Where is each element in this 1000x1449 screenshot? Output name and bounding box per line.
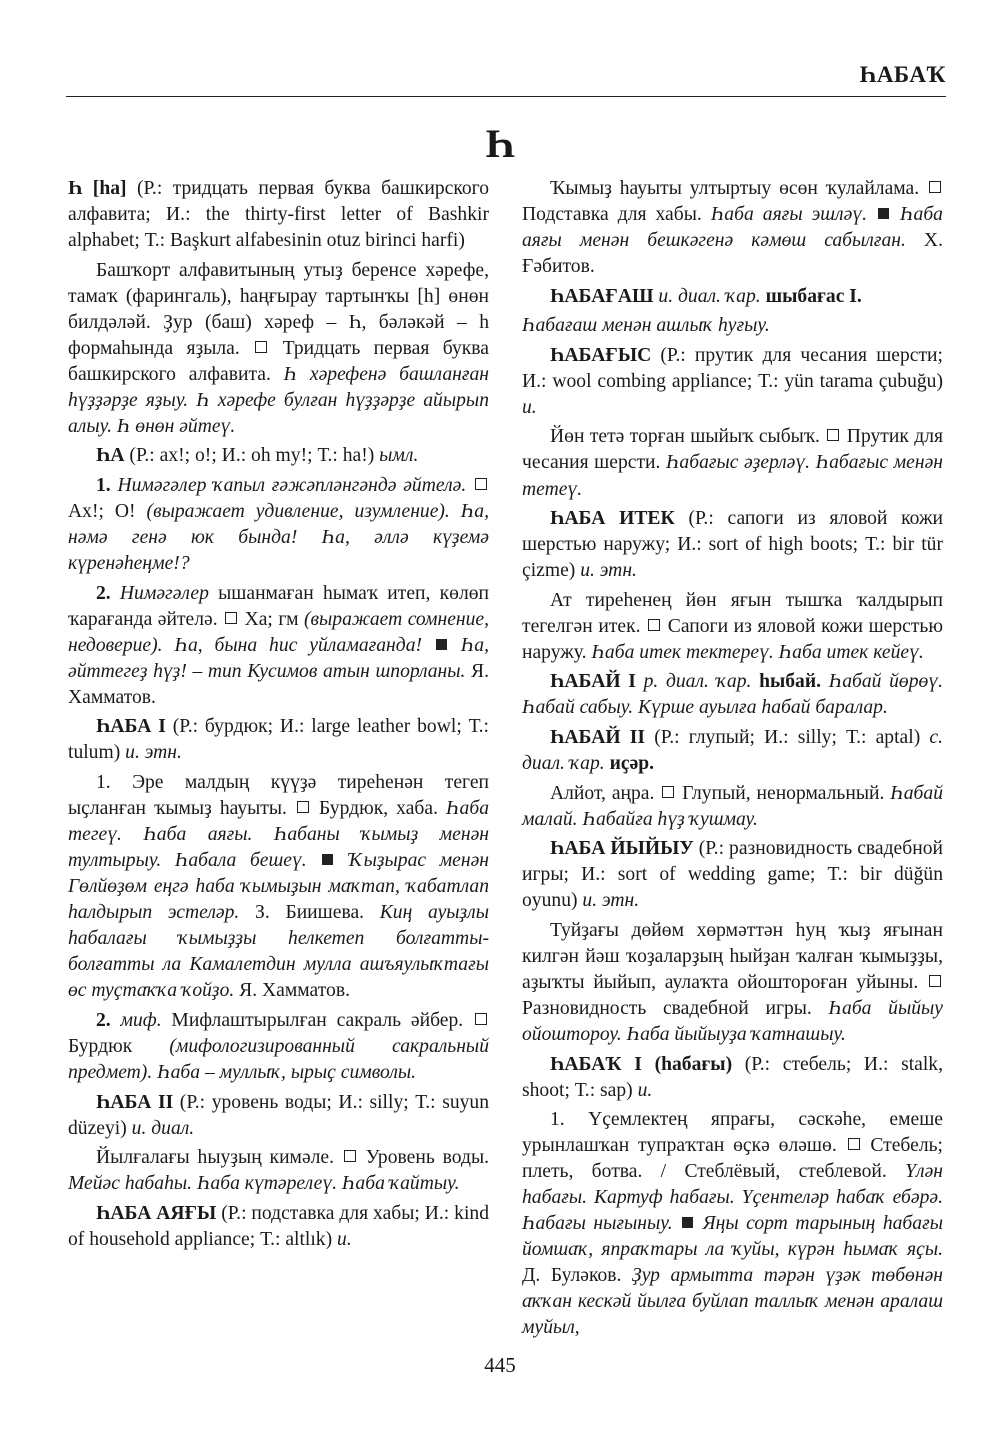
entry-h-letter: Һ [ha] (Р.: тридцать первая буква башкирского алфавита; И.: the thirty-first letter of Bashkir alphabet; Т.: Başkurt alfabesinin otuz birinci harfi) [68, 178, 489, 252]
entry-ha: ҺА (Р.: ах!; о!; И.: oh my!; Т.: ha!) ымл. [96, 445, 419, 467]
entry-haba-itek-definition: Ат тиреһенең йөн яғын тышҡа ҡалдырып тегелгән итек. Сапоги из яловой кожи шерстью наружу. Һаба итек тектереү. Һаба итек кейеү. [522, 589, 943, 663]
entry-haba-yyyyu-definition: Туйҙағы дөйөм хөрмәттән һуң ҡыҙ яғынан килгән йәш ҡоҙаларҙың һыйҙан ҡалған ҡымыҙҙы, аҙыҡты йыйып, аулаҡта ойоштороған уйыны. Разновидность свадебной игры. Һаба йыйыу ойоштороу. Һаба йыйыуҙа ҡатнашыу. [522, 919, 943, 1045]
square-marker-icon [475, 1013, 487, 1025]
headword: ҺАБАЙ II [550, 726, 646, 748]
entry-habay-1: ҺАБАЙ I р. диал. ҡар. һыбай. Һабай йөрөү. Һабай сабыу. Күрше ауылға һабай баралар. [522, 671, 944, 719]
square-marker-icon [225, 612, 237, 624]
black-square-marker-icon [682, 1217, 693, 1228]
black-square-marker-icon [436, 639, 447, 650]
square-marker-icon [475, 478, 487, 490]
headword: ҺА [96, 445, 125, 467]
entry-haba-itek: ҺАБА ИТЕК (Р.: сапоги из яловой кожи шерстью наружу; И.: sort of high boots; Т.: bir tür çizme) и. этн. [522, 508, 943, 582]
black-square-marker-icon [878, 208, 889, 219]
square-marker-icon [255, 341, 267, 353]
headword: ҺАБА ЙЫЙЫУ [550, 838, 694, 860]
square-marker-icon [648, 619, 660, 631]
square-marker-icon [344, 1150, 356, 1162]
entry-h-definition: Башҡорт алфавитының утыҙ беренсе хәрефе, тамаҡ (фарингаль), һаңғырау тартынҡы [h] өнөн билдәләй. Ҙур (баш) хәреф – Һ, бәләкәй – һ формаһында яҙыла. Тридцать первая буква башкирского алфавита. Һ хәрефенә башланған һүҙҙәрҙе яҙыу. Һ хәрефе булған һүҙҙәрҙе айырып алыу. Һ өнөн әйтеү. [68, 259, 490, 437]
right-column [522, 176, 943, 1345]
running-head: ҺАБАҠ [859, 62, 946, 87]
headword: ҺАБА АЯҒЫ [96, 1202, 217, 1224]
page-header [66, 56, 946, 97]
headword: ҺАБА II [96, 1091, 174, 1113]
entry-ha-sense-2: 2. Нимәгәлер ышанмаған һымаҡ итеп, көлөп ҡарағанда әйтелә. Ха; гм (выражает сомнение, недоверие). Һа, бына һис уйламағанда! Һа, әйттегеҙ һүҙ! – тип Кусимов атын шпорланы. Я. Хамматов. [68, 582, 490, 708]
entry-habak-1: ҺАБАҠ I (һабағы) (Р.: стебель; И.: stalk, shoot; Т.: sap) и. [522, 1053, 943, 1101]
page-number: 445 [484, 1353, 516, 1377]
entry-habay-2-definition: Алйот, аңра. Глупый, ненормальный. Һабай малай. Һабайға һүҙ ҡушмау. [522, 782, 943, 830]
entry-habagash-example: Һабағаш менән ашлыҡ һуғыу. [522, 315, 770, 337]
left-column [68, 176, 489, 1256]
entry-habagys: ҺАБАҒЫС (Р.: прутик для чесания шерсти; И.: wool combing appliance; Т.: yün tarama çubuğu) и. [522, 344, 943, 418]
square-marker-icon [827, 429, 839, 441]
headword: ҺАБАЙ I [550, 671, 636, 693]
entry-haba-1-sense-1: 1. Эре малдың күүҙә тиреһенән тегеп ыҫланған ҡымыҙ һауыты. Бурдюк, хаба. Һаба тегеү. Һаба аяғы. Һабаны ҡымыҙ менән тултырыу. Һабала бешеү. Ҡыҙырас менән Гөлйөҙөм еңгә һаба ҡымыҙын маҡтап, ҡабатлап һалдырып эстеләр. З. Биишева. Киң ауыҙлы һабалағы ҡымыҙҙы һелкетеп болғатты-болғатты ла Камалетдин мулла ашъяулыҡтағы өс туҫтаҡҡа ҡойҙо. Я. Хамматов. [68, 772, 489, 1002]
entry-haba-ayagy: ҺАБА АЯҒЫ (Р.: подставка для хабы; И.: kind of household appliance; Т.: altlık) и. [68, 1202, 489, 1250]
headword: ҺАБАҒАШ [550, 285, 654, 307]
entry-habagys-definition: Йөн тетә торған шыйыҡ сыбыҡ. Прутик для чесания шерсти. Һабағыс әҙерләү. Һабағыс менән тетеү. [522, 426, 944, 500]
entry-habak-1-sense-1: 1. Үҫемлектең япрағы, сәскәһе, емеше урынлашҡан тупраҡтан өҫкә өләшө. Стебель; плеть, ботва. / Стеблёвый, стеблевой. Үлән һабағы. Картуф һабағы. Үҫентеләр һабаҡ ебәрә. Һабағы нығыныу. Яңы сорт тарының һабағы йомшаҡ, япраҡтары ла ҡуйы, күрән һымаҡ яҫы. Д. Буләков. Ҙур армытта тәрән үҙәк төбөнән аҡҡан кескәй йылға буйлап таллыҡ менән аралаш муйыл, [522, 1109, 943, 1339]
section-letter: Һ [485, 121, 515, 166]
headword: ҺАБА I [96, 716, 166, 738]
entry-haba-ayagy-definition: Ҡымыҙ һауыты ултыртыу өсөн ҡулайлама. Подставка для хабы. Һаба аяғы эшләү. Һаба аяғы менән бешкәгенә кәмөш сабылған. Х. Ғәбитов. [522, 178, 943, 278]
headword: ҺАБАҒЫС [550, 344, 652, 366]
entry-haba-1: ҺАБА I (Р.: бурдюк; И.: large leather bowl; Т.: tulum) и. этн. [68, 716, 489, 764]
square-marker-icon [662, 786, 674, 798]
entry-haba-yyyyu: ҺАБА ЙЫЙЫУ (Р.: разновидность свадебной игры; И.: sort of wedding game; Т.: bir düğün oyunu) и. этн. [522, 838, 943, 912]
entry-habagash: ҺАБАҒАШ и. диал. ҡар. шыбағас I. [550, 285, 862, 307]
entry-haba-2-definition: Йылғалағы һыуҙың кимәле. Уровень воды. Мейәс һабаһы. Һаба күтәрелеү. Һаба ҡайтыу. [68, 1147, 490, 1195]
entry-habay-2: ҺАБАЙ II (Р.: глупый; И.: silly; Т.: aptal) с. диал. ҡар. иҫәр. [522, 726, 943, 774]
entry-ha-sense-1: 1. Нимәгәлер ҡапыл ғәжәпләнгәндә әйтелә. Ах!; О! (выражает удивление, изумление). Һа, нәмә генә юк бында! Һа, әллә күҙемә күренәһеңме!? [68, 475, 489, 575]
square-marker-icon [929, 181, 941, 193]
headword: Һ [ha] [68, 178, 127, 199]
headword: ҺАБА ИТЕК [550, 508, 675, 530]
square-marker-icon [848, 1138, 860, 1150]
square-marker-icon [929, 975, 941, 987]
square-marker-icon [297, 801, 309, 813]
black-square-marker-icon [322, 854, 333, 865]
headword: ҺАБАҠ I (һабағы) [550, 1053, 733, 1075]
entry-haba-1-sense-2: 2. миф. Мифлаштырылған сакраль әйбер. Бурдюк (мифологизированный сакральный предмет). Һаба – муллыҡ, ырыҫ символы. [68, 1009, 489, 1084]
entry-haba-2: ҺАБА II (Р.: уровень воды; И.: silly; Т.: suyun düzeyi) и. диал. [68, 1091, 490, 1139]
